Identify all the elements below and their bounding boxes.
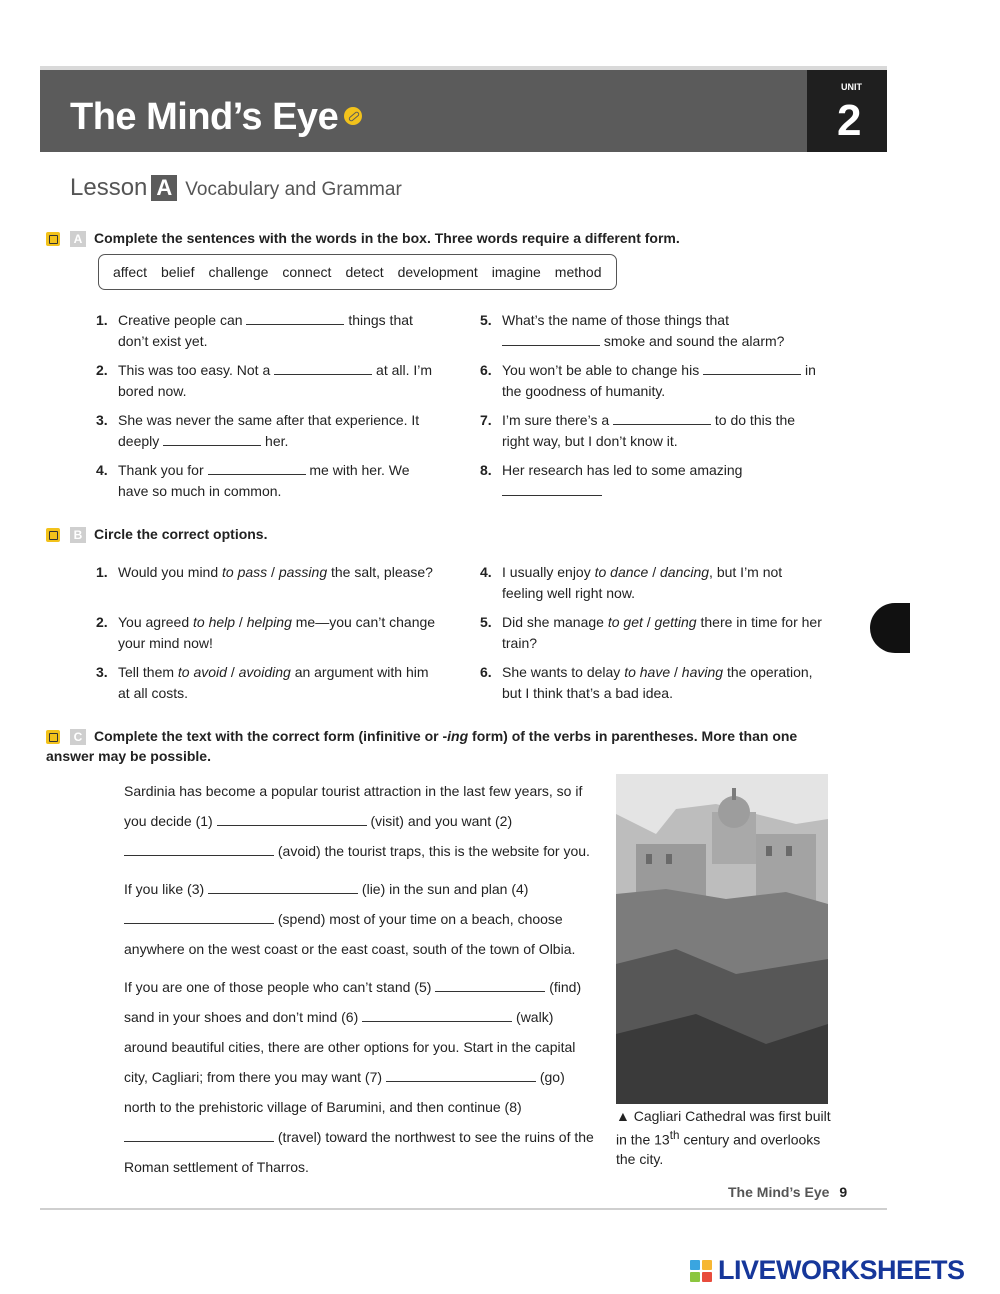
section-b-instruction: B Circle the correct options. bbox=[46, 524, 267, 544]
unit-number: 2 bbox=[837, 96, 862, 145]
answer-blank[interactable] bbox=[124, 843, 274, 856]
answer-blank[interactable] bbox=[208, 462, 306, 475]
word: affect bbox=[113, 264, 147, 280]
reading-passage bbox=[96, 776, 600, 1190]
exercise-item: 5. Did she manage to get / getting there in time for her train? bbox=[480, 614, 822, 651]
section-c-letter: C bbox=[70, 729, 86, 745]
section-c-instruction: C Complete the text with the correct form (infinitive or -ing form) of the verbs in parentheses. More than one answer may be possible. bbox=[46, 728, 798, 764]
footer-title: The Mind’s Eye bbox=[728, 1184, 830, 1200]
lesson-subtitle: Vocabulary and Grammar bbox=[185, 179, 402, 200]
page-title: The Mind’s Eye bbox=[70, 96, 362, 139]
exercise-item: 1. Creative people can things that don’t exist yet. bbox=[96, 312, 413, 349]
section-a-instruction: A Complete the sentences with the words in the box. Three words require a different form. bbox=[46, 228, 680, 248]
answer-blank[interactable] bbox=[386, 1069, 536, 1082]
exercise-item: 3. She was never the same after that experience. It deeply her. bbox=[96, 412, 420, 449]
exercise-item: 2. You agreed to help / helping me—you can’t change your mind now! bbox=[96, 614, 436, 651]
lesson-letter: A bbox=[151, 175, 177, 201]
option[interactable]: to avoid bbox=[177, 664, 227, 680]
answer-blank[interactable] bbox=[163, 433, 261, 446]
page-footer bbox=[728, 1184, 847, 1200]
option[interactable]: to dance bbox=[594, 564, 649, 580]
answer-blank[interactable] bbox=[703, 362, 801, 375]
option[interactable]: to pass bbox=[222, 564, 268, 580]
exercise-item: 6. You won’t be able to change his in the goodness of humanity. bbox=[480, 362, 816, 399]
exercise-item: 3. Tell them to avoid / avoiding an argument with him at all costs. bbox=[96, 664, 429, 701]
link-icon[interactable] bbox=[344, 107, 362, 125]
word: detect bbox=[345, 264, 384, 280]
exercise-item: 8. Her research has led to some amazing bbox=[480, 460, 825, 502]
word: challenge bbox=[208, 264, 269, 280]
exercise-item: 6. She wants to delay to have / having the operation, but I think that’s a bad idea. bbox=[480, 664, 813, 701]
header-bar bbox=[40, 70, 807, 152]
answer-blank[interactable] bbox=[613, 412, 711, 425]
option[interactable]: having bbox=[681, 664, 724, 680]
section-a-letter: A bbox=[70, 231, 86, 247]
word: imagine bbox=[491, 264, 541, 280]
answer-blank[interactable] bbox=[208, 881, 358, 894]
section-b-letter: B bbox=[70, 527, 86, 543]
photo-caption: ▲ Cagliari Cathedral was first built in the 13th century and overlooks the city. bbox=[616, 1108, 831, 1167]
word: belief bbox=[161, 264, 195, 280]
worksheet-page bbox=[40, 66, 887, 1210]
paragraph: If you are one of those people who can’t stand (5) (find) sand in your shoes and don’t mind (6) (walk) around beautiful cities, there are other options for you. Start in the capital city, Cagliari; from there you may want (7) (go) north to the prehistoric village of Barumini, and then continue (8) (travel) toward the northwest to see the ruins of the Roman settlement of Tharros. bbox=[124, 979, 594, 1175]
edit-icon[interactable] bbox=[46, 528, 60, 542]
edit-icon[interactable] bbox=[46, 730, 60, 744]
option[interactable]: avoiding bbox=[238, 664, 291, 680]
exercise-item: 2. This was too easy. Not a at all. I’m bored now. bbox=[96, 362, 433, 399]
answer-blank[interactable] bbox=[502, 333, 600, 346]
edit-icon[interactable] bbox=[46, 232, 60, 246]
paragraph: Sardinia has become a popular tourist attraction in the last few years, so if you decide (1) (visit) and you want (2) (avoid) the tourist traps, this is the website for you. bbox=[124, 783, 590, 859]
answer-blank[interactable] bbox=[124, 911, 274, 924]
answer-blank[interactable] bbox=[217, 813, 367, 826]
cathedral-photo bbox=[616, 774, 828, 1104]
exercise-item: 4. Thank you for me with her. We have so much in common. bbox=[96, 462, 410, 499]
option[interactable]: to get bbox=[607, 614, 643, 630]
word-box bbox=[98, 254, 617, 290]
option[interactable]: to have bbox=[624, 664, 671, 680]
option[interactable]: passing bbox=[278, 564, 328, 580]
option[interactable]: dancing bbox=[660, 564, 710, 580]
option[interactable]: getting bbox=[654, 614, 697, 630]
word: method bbox=[554, 264, 602, 280]
lesson-heading: Lesson A Vocabulary and Grammar bbox=[70, 174, 402, 201]
answer-blank[interactable] bbox=[246, 312, 344, 325]
exercise-item: 4. I usually enjoy to dance / dancing, but I’m not feeling well right now. bbox=[480, 564, 783, 601]
option[interactable]: helping bbox=[246, 614, 292, 630]
word: connect bbox=[282, 264, 332, 280]
answer-blank[interactable] bbox=[124, 1129, 274, 1142]
page-number: 9 bbox=[839, 1184, 848, 1200]
answer-blank[interactable] bbox=[274, 362, 372, 375]
brand-icon bbox=[690, 1260, 712, 1282]
exercise-item: 1. Would you mind to pass / passing the salt, please? bbox=[96, 564, 433, 580]
cathedral-illustration bbox=[616, 774, 828, 1104]
word: development bbox=[397, 264, 478, 280]
brand-name: LIVEWORKSHEETS bbox=[718, 1255, 965, 1285]
paragraph: If you like (3) (lie) in the sun and plan (4) (spend) most of your time on a beach, choose anywhere on the west coast or the east coast, south of the town of Olbia. bbox=[124, 881, 576, 957]
exercise-item: 7. I’m sure there’s a to do this the right way, but I don’t know it. bbox=[480, 412, 796, 449]
unit-badge bbox=[807, 70, 887, 152]
answer-blank[interactable] bbox=[435, 979, 545, 992]
unit-label: UNIT bbox=[841, 82, 862, 92]
answer-blank[interactable] bbox=[502, 483, 602, 496]
option[interactable]: to help bbox=[193, 614, 236, 630]
answer-blank[interactable] bbox=[362, 1009, 512, 1022]
brand-logo bbox=[690, 1255, 965, 1286]
exercise-item: 5. What’s the name of those things that smoke and sound the alarm? bbox=[480, 312, 785, 349]
